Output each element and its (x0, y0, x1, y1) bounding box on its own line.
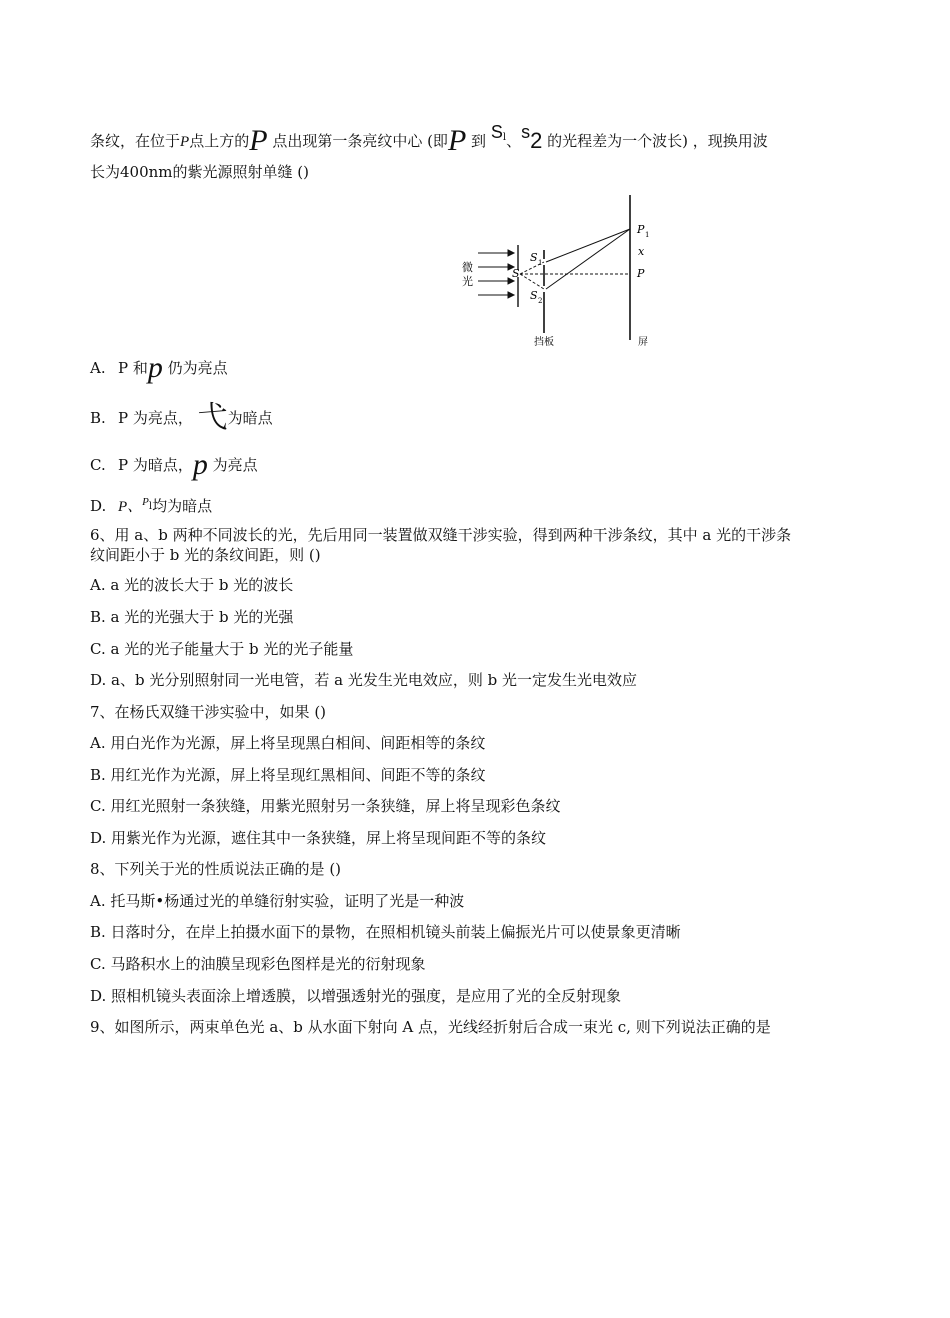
option-letter: D. (90, 497, 107, 515)
s-label: S (512, 267, 520, 280)
option-text: 均为暗点 (152, 497, 213, 515)
p1-sub: 1 (645, 231, 650, 239)
intro-sep: 、 (506, 132, 522, 150)
p1-label: P (637, 223, 645, 236)
option-letter: B. (90, 409, 106, 427)
q9-stem: 9、如图所示，两束单色光 a、b 从水面下射向 A 点，光线经折射后合成一束光 c, 则下列说法正确的是 (90, 1018, 771, 1036)
s1-sub: 1 (538, 259, 543, 267)
q8-option-c: C. 马路积水上的油膜呈现彩色图样是光的衍射现象 (90, 955, 426, 973)
q8-option-a: A. 托马斯•杨通过光的单缝衍射实验，证明了光是一种波 (90, 892, 465, 910)
option-d-sub: l (148, 501, 153, 512)
screen-label: 屏 (638, 337, 648, 348)
q5-option-d (90, 492, 212, 517)
intro-text-b: 点上方的 (189, 132, 250, 150)
option-text: 为亮点 (212, 456, 258, 474)
intro-text-a: 条纹，在位于 (90, 132, 181, 150)
intro-line-2: 长为400nm的紫光源照射单缝 () (90, 163, 309, 181)
option-text: 仍为亮点 (167, 359, 228, 377)
rays-to-p1 (546, 229, 630, 289)
q5-option-a (90, 351, 228, 384)
q6-option-c: C. a 光的光子能量大于 b 光的光子能量 (90, 640, 354, 658)
option-text: 为暗点 (227, 409, 273, 427)
q6-stem-2: 纹间距小于 b 光的条纹间距，则 () (90, 546, 321, 564)
option-letter: A. (90, 359, 106, 377)
q8-option-b: B. 日落时分，在岸上拍摄水面下的景物，在照相机镜头前装上偏振光片可以使景象更清晰 (90, 923, 681, 941)
intro-p-big: P (249, 124, 268, 157)
option-text: P 为亮点， (118, 409, 193, 427)
intro-text-d: 到 (471, 132, 487, 150)
intro-s2-b: 2 (530, 128, 543, 153)
q7-option-b: B. 用红光作为光源，屏上将呈现红黑相间、间距不等的条纹 (90, 766, 486, 784)
q6-stem-1: 6、用 a、b 两种不同波长的光，先后用同一装置做双缝干涉实验，得到两种干涉条纹，其中 a 光的干涉条 (90, 526, 792, 544)
option-text: P 和 (118, 359, 148, 377)
light-label-1: 微 (462, 261, 473, 274)
optical-axis (520, 262, 630, 289)
x-label: x (638, 245, 645, 258)
option-text: P、 (118, 499, 143, 515)
q5-option-c (90, 448, 258, 481)
light-label-2: 光 (462, 275, 473, 288)
intro-line-1 (90, 122, 768, 157)
intro-p-big-2: P (447, 124, 467, 157)
s1-label: S (530, 251, 538, 264)
p-label: P (637, 267, 645, 280)
q5-option-b (90, 400, 273, 435)
q8-stem: 8、下列关于光的性质说法正确的是 () (90, 860, 342, 878)
double-slit-diagram (462, 195, 700, 355)
option-d-glyph: P (142, 496, 149, 508)
q8-option-d: D. 照相机镜头表面涂上增透膜，以增强透射光的强度，是应用了光的全反射现象 (90, 987, 622, 1005)
option-text: P 为暗点， (118, 456, 193, 474)
q7-stem: 7、在杨氏双缝干涉实验中，如果 () (90, 703, 327, 721)
intro-text-c: 点出现第一条亮纹中心 (即 (272, 132, 448, 150)
baffle-label: 挡板 (534, 337, 554, 348)
q6-option-b: B. a 光的光强大于 b 光的光强 (90, 608, 294, 626)
intro-s1: S (490, 122, 503, 142)
intro-p-small: P (180, 134, 190, 150)
q6-option-a: A. a 光的波长大于 b 光的波长 (90, 576, 294, 594)
option-a-glyph: p (147, 351, 163, 384)
q7-option-d: D. 用紫光作为光源，遮住其中一条狭缝，屏上将呈现间距不等的条纹 (90, 829, 547, 847)
intro-text-e: 的光程差为一个波长) ，现换用波 (547, 132, 768, 150)
intro-s2-a: s (521, 122, 531, 142)
incoming-light-arrows (478, 250, 514, 298)
option-letter: C. (90, 456, 106, 474)
s2-sub: 2 (538, 297, 543, 305)
intro-s1-sub: l (502, 132, 507, 143)
q6-option-d: D. a、b 光分别照射同一光电管，若 a 光发生光电效应，则 b 光一定发生光电效应 (90, 671, 637, 689)
q7-option-c: C. 用红光照射一条狭缝，用紫光照射另一条狭缝，屏上将呈现彩色条纹 (90, 797, 561, 815)
option-b-glyph: 弋 (197, 400, 228, 435)
s2-label: S (530, 289, 538, 302)
q7-option-a: A. 用白光作为光源，屏上将呈现黑白相间、间距相等的条纹 (90, 734, 486, 752)
option-c-glyph: p (192, 448, 208, 481)
